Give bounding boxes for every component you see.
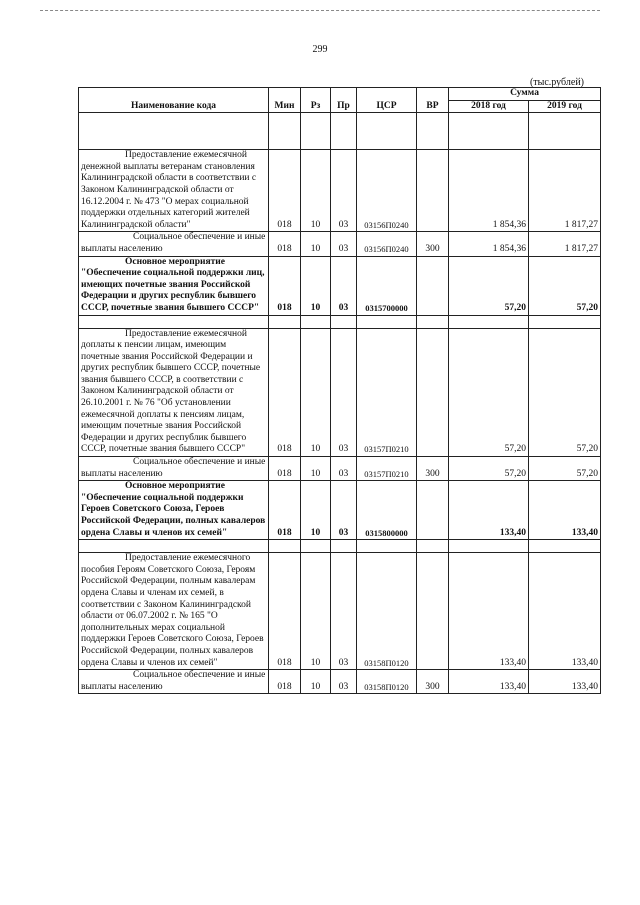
row-vr: 300 bbox=[417, 232, 449, 256]
row-2018: 1 854,36 bbox=[449, 232, 529, 256]
row-csr: 03156П0240 bbox=[357, 150, 417, 232]
row-min: 018 bbox=[269, 150, 301, 232]
row-min: 018 bbox=[269, 553, 301, 670]
row-min: 018 bbox=[269, 232, 301, 256]
row-csr: 03157П0210 bbox=[357, 457, 417, 481]
page-number: 299 bbox=[312, 44, 328, 55]
row-rz: 10 bbox=[301, 670, 331, 694]
row-vr bbox=[417, 256, 449, 315]
row-name: Предоставление ежемесячного пособия Героям Советского Союза, Героям Российской Федерации, полным кавалерам ордена Славы и членам их семей, в соответствии с Законом Калининградской области от 06.07.2002 г. № 165 "О дополнительных мерах социальной поддержки Героев Советского Союза, Героев Российской Федерации, полных кавалеров ордена Славы и членов их семей" bbox=[79, 553, 269, 670]
blank-row bbox=[79, 113, 601, 150]
row-rz: 10 bbox=[301, 150, 331, 232]
row-2018: 57,20 bbox=[449, 457, 529, 481]
row-2019: 133,40 bbox=[529, 670, 601, 694]
row-rz: 10 bbox=[301, 553, 331, 670]
row-pr: 03 bbox=[331, 232, 357, 256]
header-min: Мин bbox=[269, 88, 301, 113]
row-2019: 133,40 bbox=[529, 481, 601, 540]
row-pr: 03 bbox=[331, 457, 357, 481]
row-vr: 300 bbox=[417, 457, 449, 481]
top-rule bbox=[40, 10, 600, 11]
table-row bbox=[79, 232, 601, 256]
row-2019: 1 817,27 bbox=[529, 150, 601, 232]
row-2018: 133,40 bbox=[449, 553, 529, 670]
row-min: 018 bbox=[269, 328, 301, 457]
row-csr: 03158П0120 bbox=[357, 553, 417, 670]
row-min: 018 bbox=[269, 457, 301, 481]
header-sum: Сумма bbox=[449, 88, 601, 101]
table-row bbox=[79, 256, 601, 315]
row-2019: 57,20 bbox=[529, 457, 601, 481]
row-vr: 300 bbox=[417, 670, 449, 694]
row-csr: 0315700000 bbox=[357, 256, 417, 315]
row-2018: 133,40 bbox=[449, 670, 529, 694]
row-name: Социальное обеспечение и иные выплаты населению bbox=[79, 232, 269, 256]
row-pr: 03 bbox=[331, 481, 357, 540]
row-rz: 10 bbox=[301, 232, 331, 256]
blank-row bbox=[79, 315, 601, 328]
row-rz: 10 bbox=[301, 256, 331, 315]
row-min: 018 bbox=[269, 670, 301, 694]
row-2018: 1 854,36 bbox=[449, 150, 529, 232]
row-vr bbox=[417, 553, 449, 670]
row-2019: 57,20 bbox=[529, 328, 601, 457]
header-csr: ЦСР bbox=[357, 88, 417, 113]
row-pr: 03 bbox=[331, 670, 357, 694]
row-pr: 03 bbox=[331, 553, 357, 670]
header-rz: Рз bbox=[301, 88, 331, 113]
row-vr bbox=[417, 328, 449, 457]
row-rz: 10 bbox=[301, 328, 331, 457]
row-vr bbox=[417, 481, 449, 540]
budget-table bbox=[78, 87, 601, 694]
row-2018: 57,20 bbox=[449, 328, 529, 457]
table-row bbox=[79, 457, 601, 481]
header-name: Наименование кода bbox=[79, 88, 269, 113]
row-2019: 57,20 bbox=[529, 256, 601, 315]
row-csr: 0315800000 bbox=[357, 481, 417, 540]
row-csr: 03157П0210 bbox=[357, 328, 417, 457]
row-name: Основное мероприятие "Обеспечение социальной поддержки Героев Советского Союза, Героев Российской Федерации, полных кавалеров ордена Славы и членов их семей" bbox=[79, 481, 269, 540]
header-2019: 2019 год bbox=[529, 100, 601, 113]
row-csr: 03156П0240 bbox=[357, 232, 417, 256]
row-vr bbox=[417, 150, 449, 232]
table-row bbox=[79, 481, 601, 540]
row-name: Социальное обеспечение и иные выплаты населению bbox=[79, 670, 269, 694]
row-name: Предоставление ежемесячной доплаты к пенсии лицам, имеющим почетные звания Российской Федерации и других республик бывшего СССР, почетные звания бывшего СССР, в соответствии с Законом Калининградской области от 26.10.2001 г. № 76 "Об установлении ежемесячной доплаты к пенсиям лицам, имеющим почетные звания Российской Федерации и других республик бывшего СССР, почетные звания бывшего СССР" bbox=[79, 328, 269, 457]
row-min: 018 bbox=[269, 256, 301, 315]
table-row bbox=[79, 670, 601, 694]
blank-row bbox=[79, 540, 601, 553]
row-csr: 03158П0120 bbox=[357, 670, 417, 694]
row-2019: 1 817,27 bbox=[529, 232, 601, 256]
row-rz: 10 bbox=[301, 481, 331, 540]
row-rz: 10 bbox=[301, 457, 331, 481]
header-pr: Пр bbox=[331, 88, 357, 113]
row-min: 018 bbox=[269, 481, 301, 540]
table-row bbox=[79, 553, 601, 670]
header-2018: 2018 год bbox=[449, 100, 529, 113]
units-label: (тыс.рублей) bbox=[529, 77, 584, 88]
table-row bbox=[79, 150, 601, 232]
header-vr: ВР bbox=[417, 88, 449, 113]
row-2019: 133,40 bbox=[529, 553, 601, 670]
row-pr: 03 bbox=[331, 328, 357, 457]
row-2018: 133,40 bbox=[449, 481, 529, 540]
row-2018: 57,20 bbox=[449, 256, 529, 315]
row-name: Предоставление ежемесячной денежной выплаты ветеранам становления Калининградской области в соответствии с Законом Калининградской области от 16.12.2004 г. № 473 "О мерах социальной поддержки отдельных категорий жителей Калининградской области" bbox=[79, 150, 269, 232]
row-pr: 03 bbox=[331, 150, 357, 232]
row-pr: 03 bbox=[331, 256, 357, 315]
header-row-1 bbox=[79, 88, 601, 101]
table-row bbox=[79, 328, 601, 457]
row-name: Социальное обеспечение и иные выплаты населению bbox=[79, 457, 269, 481]
row-name: Основное мероприятие "Обеспечение социальной поддержки лиц, имеющих почетные звания Российской Федерации и других республик бывшего СССР, почетные звания бывшего СССР" bbox=[79, 256, 269, 315]
